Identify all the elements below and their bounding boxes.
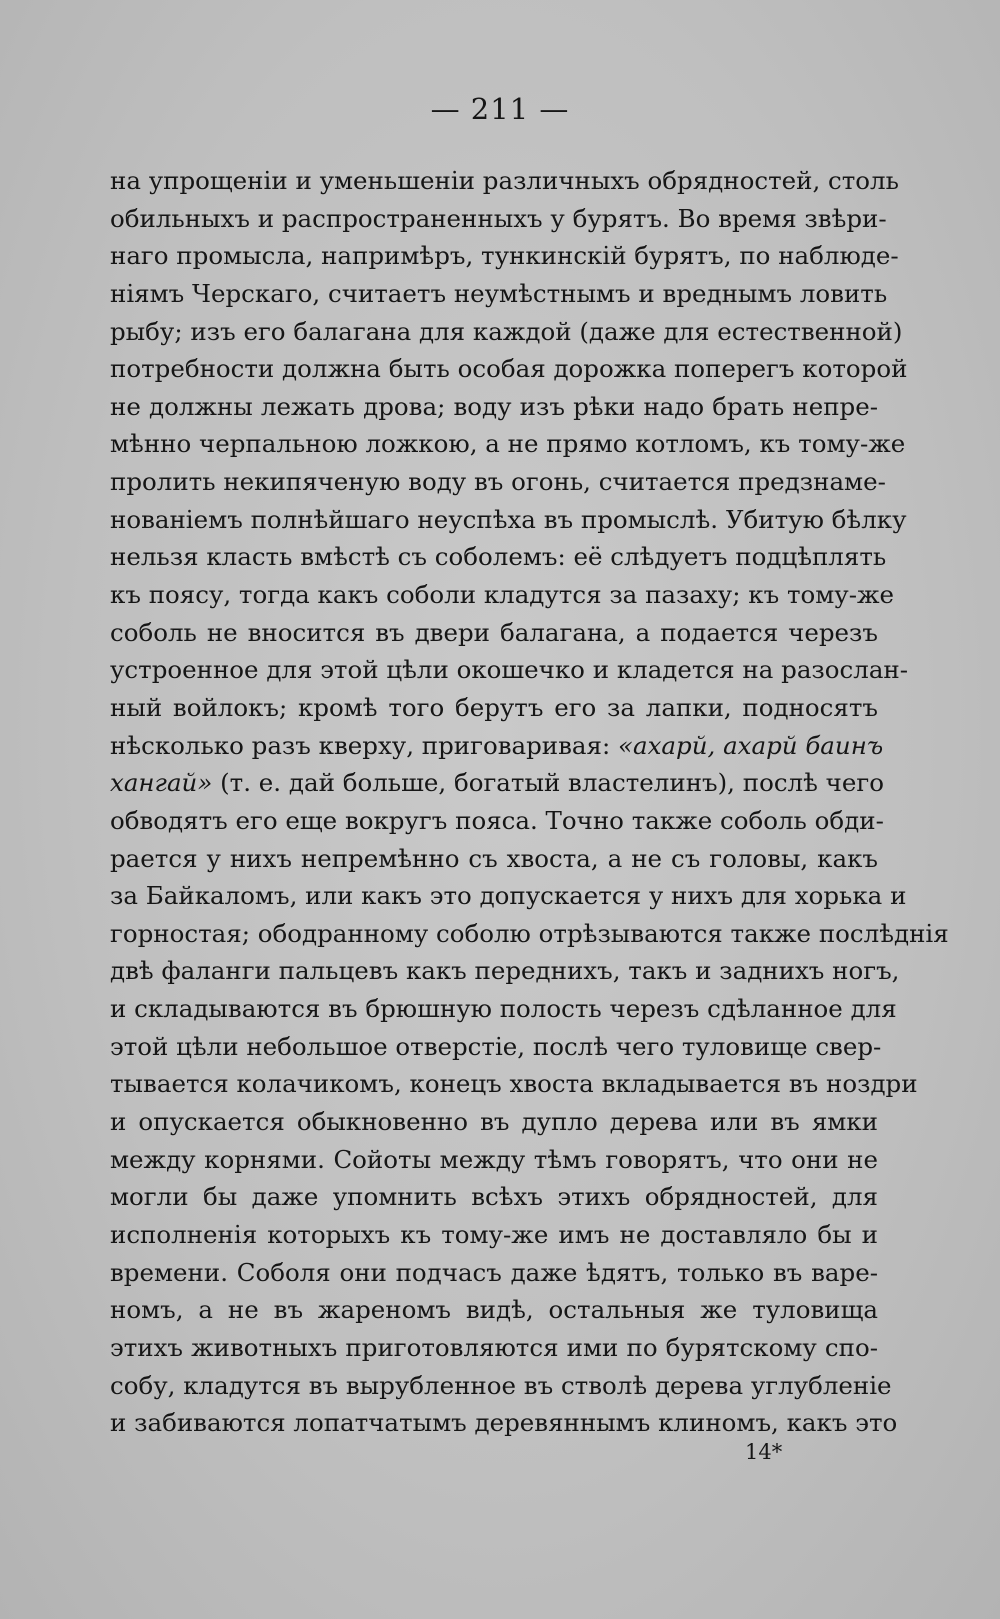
text-line: соболь не вносится въ двери балагана, а подается черезъ (110, 617, 878, 647)
text-line: рыбу; изъ его балагана для каждой (даже для естественной) (110, 316, 903, 346)
text-line: исполненія которыхъ къ тому-же имъ не доставляло бы и (110, 1219, 878, 1249)
text-line: ный войлокъ; кромѣ того берутъ его за лапки, подносятъ (110, 692, 878, 722)
line-text: (т. е. дай больше, богатый властелинъ), послѣ чего (212, 768, 884, 798)
page-number: — 211 — (430, 92, 570, 126)
text-line: между корнями. Сойоты между тѣмъ говорятъ, что они не (110, 1144, 878, 1174)
text-line: тывается колачикомъ, конецъ хвоста вкладывается въ ноздри (110, 1069, 918, 1099)
printer-signature: 14* (745, 1440, 783, 1464)
text-line: номъ, а не въ жареномъ видѣ, остальныя же туловища (110, 1295, 878, 1325)
text-line: не должны лежать дрова; воду изъ рѣки надо брать непре- (110, 391, 878, 421)
text-line: обильныхъ и распространенныхъ у бурятъ. Во время звѣри- (110, 203, 887, 233)
text-line: этой цѣли небольшое отверстіе, послѣ чего туловище свер- (110, 1031, 882, 1061)
buryat-quote: хангай» (110, 768, 213, 798)
text-line: рается у нихъ непремѣнно съ хвоста, а не съ головы, какъ (110, 843, 878, 873)
text-line: горностая; ободранному соболю отрѣзываются также послѣднія (110, 918, 949, 948)
text-line: нельзя класть вмѣстѣ съ соболемъ: её слѣдуетъ подцѣплять (110, 542, 887, 572)
text-line: за Байкаломъ, или какъ это допускается у нихъ для хорька и (110, 881, 907, 911)
text-line: на упрощеніи и уменьшеніи различныхъ обрядностей, столь (110, 166, 899, 195)
text-line: и складываются въ брюшную полость черезъ сдѣланное для (110, 994, 897, 1024)
text-line: пролить некипяченую воду въ огонь, считается предзнаме- (110, 467, 886, 497)
body-text (110, 162, 949, 1442)
text-line: этихъ животныхъ приготовляются ими по бурятскому спо- (110, 1332, 878, 1362)
text-line: двѣ фаланги пальцевъ какъ переднихъ, такъ и заднихъ ногъ, (110, 956, 900, 986)
text-line: ніямъ Черскаго, считаетъ неумѣстнымъ и вреднымъ ловить (110, 278, 888, 308)
text-line: времени. Соболя они подчасъ даже ѣдятъ, только въ варе- (110, 1257, 878, 1287)
buryat-quote: «ахарй, ахарй баинъ (618, 730, 884, 760)
text-line: наго промысла, напримѣръ, тункинскій бурятъ, по наблюде- (110, 241, 899, 271)
text-line-with-quote (110, 764, 884, 802)
text-line: устроенное для этой цѣли окошечко и кладется на разослан- (110, 655, 909, 685)
text-line: могли бы даже упомнить всѣхъ этихъ обрядностей, для (110, 1182, 878, 1212)
text-line: обводятъ его еще вокругъ пояса. Точно также соболь обди- (110, 805, 884, 835)
text-line: мѣнно черпальною ложкою, а не прямо котломъ, къ тому-же (110, 429, 906, 459)
text-line: и опускается обыкновенно въ дупло дерева или въ ямки (110, 1107, 878, 1137)
text-line: нованіемъ полнѣйшаго неуспѣха въ промыслѣ. Убитую бѣлку (110, 504, 907, 534)
text-line-with-quote (110, 727, 884, 765)
text-line: къ поясу, тогда какъ соболи кладутся за пазаху; къ тому-же (110, 580, 895, 610)
text-line: потребности должна быть особая дорожка поперегъ которой (110, 354, 908, 384)
text-line: собу, кладутся въ вырубленное въ стволѣ дерева углубленіе (110, 1370, 892, 1400)
line-text: нѣсколько разъ кверху, приговаривая: (110, 730, 619, 760)
text-line: и забиваются лопатчатымъ деревяннымъ клиномъ, какъ это (110, 1408, 898, 1438)
